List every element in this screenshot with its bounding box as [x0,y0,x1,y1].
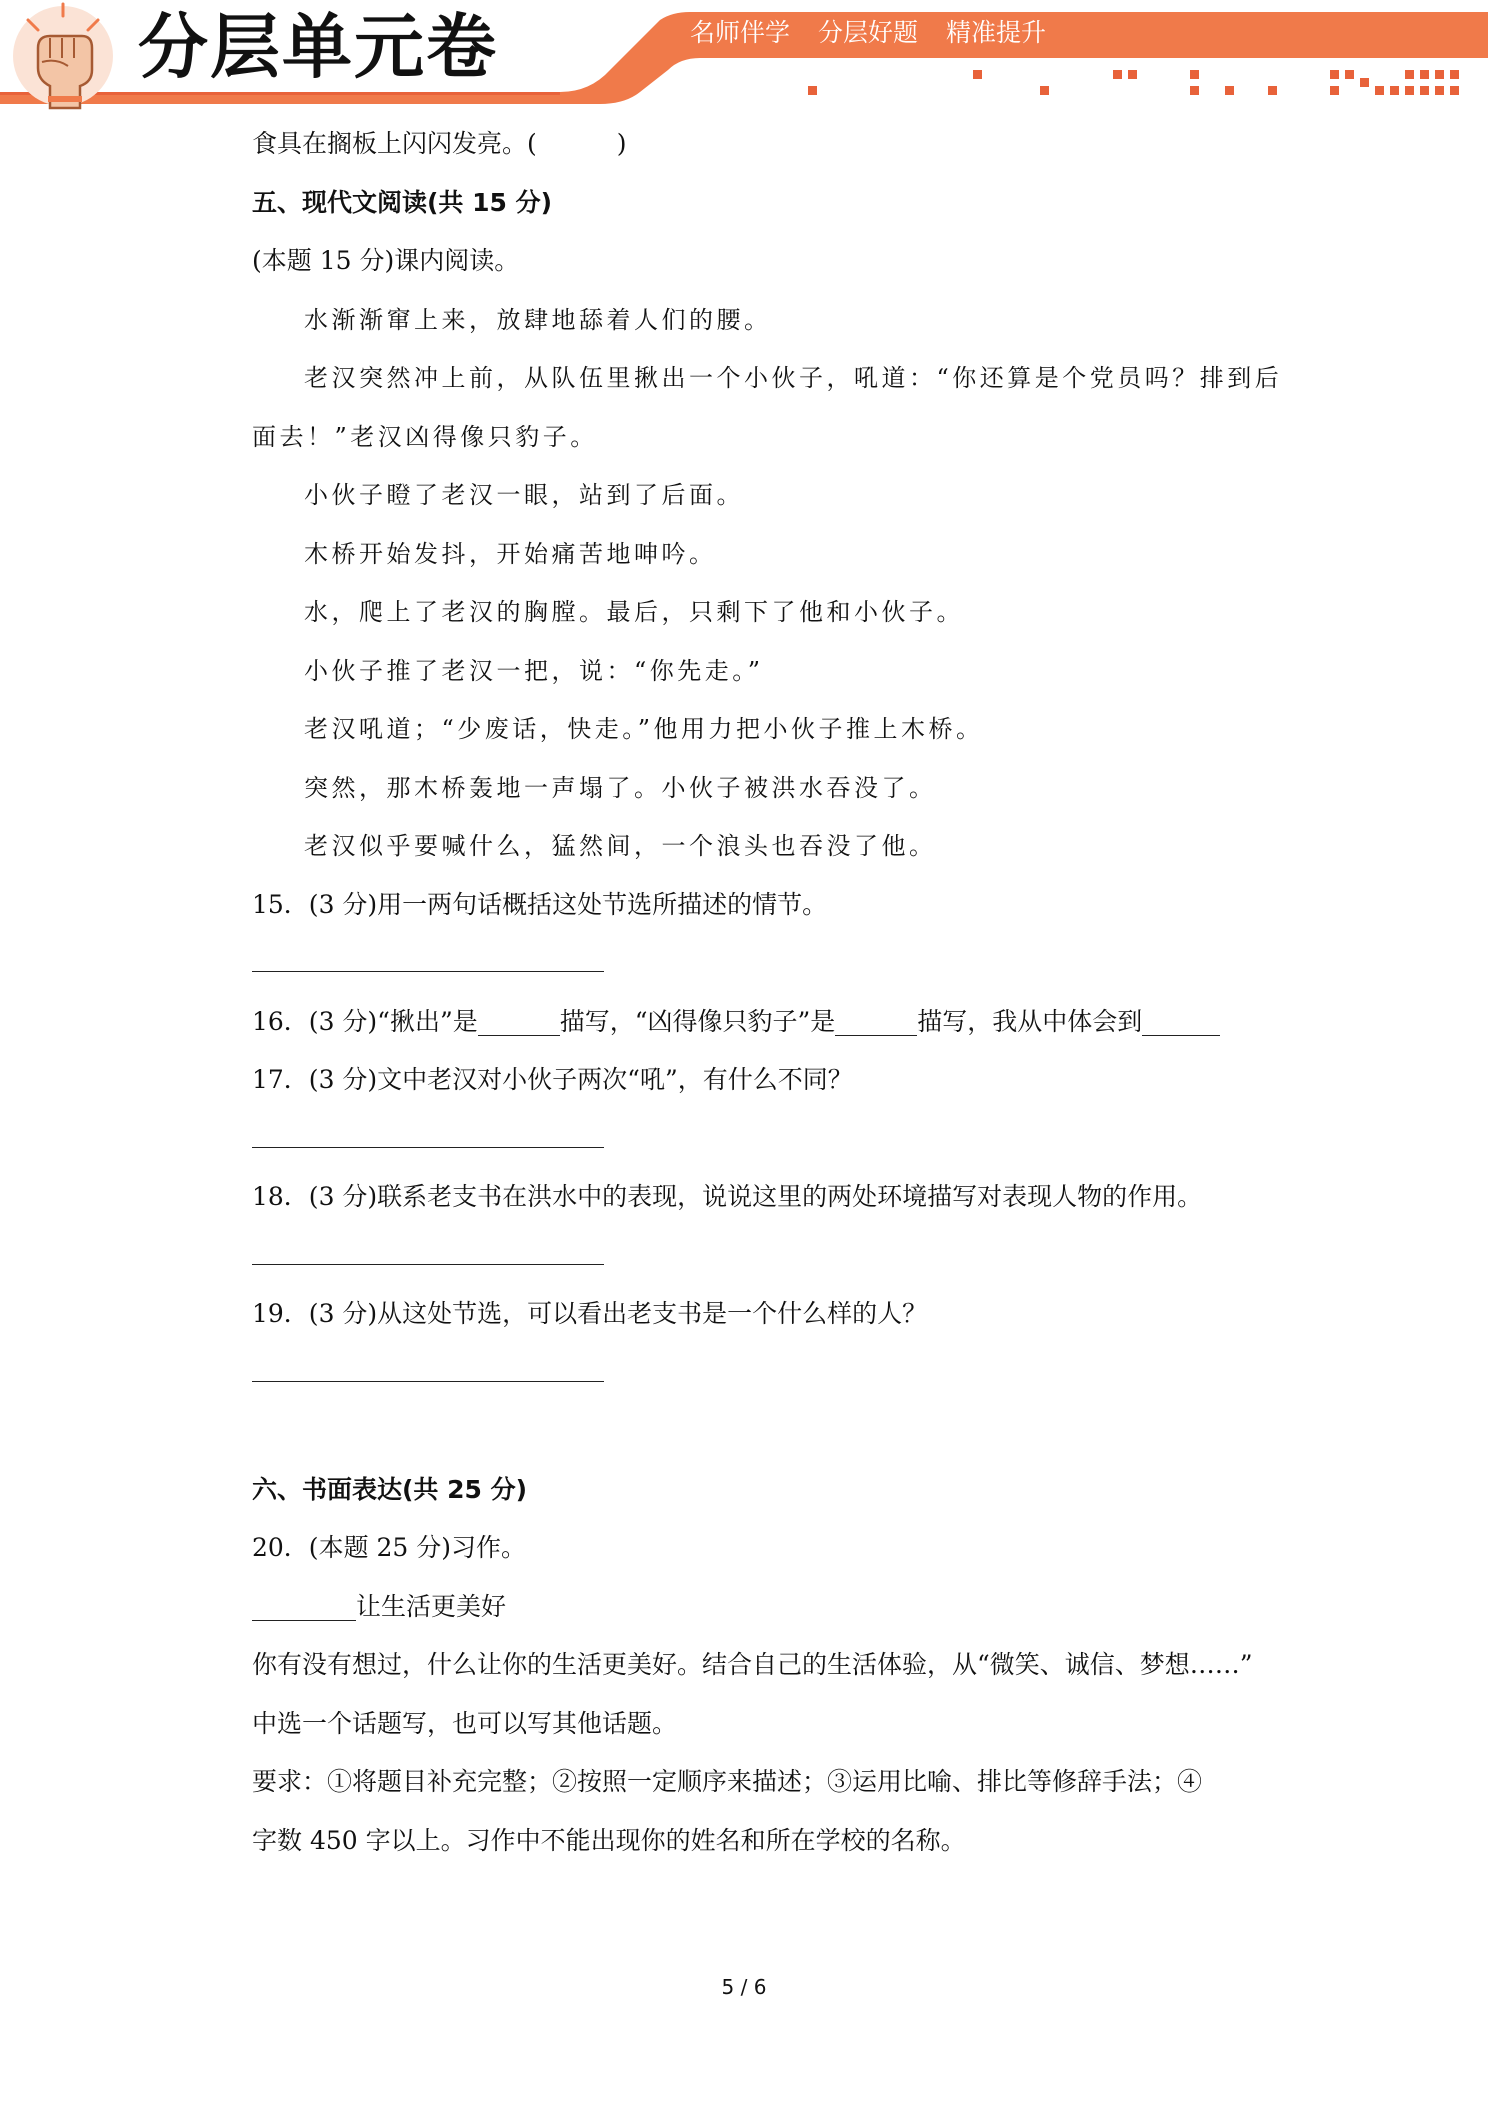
q16-blank-1[interactable] [478,1005,560,1036]
essay-requirements-cont: 字数 450 字以上。习作中不能出现你的姓名和所在学校的名称。 [252,1825,966,1855]
passage-paragraph: 老汉似乎要喊什么，猛然间，一个浪头也吞没了他。 [304,832,937,860]
question-16 [252,1000,1252,1059]
answer-line-18-row [252,1234,1252,1293]
answer-line-17[interactable] [252,1117,604,1148]
passage-paragraph: 老汉吼道；“少废话，快走。”他用力把小伙子推上木桥。 [304,715,984,743]
page-number: 5 / 6 [721,1975,767,1999]
passage-paragraph: 老汉突然冲上前，从队伍里揪出一个小伙子，吼道：“你还算是个党员吗？排到后 [304,364,1283,392]
answer-line-19[interactable] [252,1351,604,1382]
question-continuation [252,122,1252,181]
question-19: 19．(3 分)从这处节选，可以看出老支书是一个什么样的人？ [252,1299,928,1328]
slogan-2: 分层好题 [818,18,919,47]
q16-part-b: 描写，“凶得像只豹子”是 [559,1006,836,1036]
answer-line-15-row [252,941,1252,1000]
passage-paragraph: 木桥开始发抖，开始痛苦地呻吟。 [304,539,717,568]
question-15: 15．(3 分)用一两句话概括这处节选所描述的情节。 [252,889,828,919]
answer-line-19-row [252,1351,1252,1410]
answer-line-18[interactable] [252,1234,604,1265]
question-20: 20．(本题 25 分)习作。 [252,1533,527,1562]
essay-requirements: 要求：①将题目补充完整；②按照一定顺序来描述；③运用比喻、排比等修辞手法；④ [252,1767,1203,1796]
essay-title-row [252,1585,1252,1644]
question-17: 17．(3 分)文中老汉对小伙子两次“吼”，有什么不同？ [252,1065,853,1094]
question-intro: (本题 15 分)课内阅读。 [252,246,520,275]
passage-paragraph: 小伙子瞪了老汉一眼，站到了后面。 [304,481,744,509]
fist-icon [8,0,118,112]
spacer [252,1409,1252,1468]
passage-paragraph: 水，爬上了老汉的胸膛。最后，只剩下了他和小伙子。 [304,598,964,626]
essay-prompt: 你有没有想过，什么让你的生活更美好。结合自己的生活体验，从“微笑、诚信、梦想……” [252,1650,1253,1679]
slogan-1: 名师伴学 [690,18,791,47]
slogan-group [690,14,1046,52]
slogan-3: 精准提升 [946,18,1047,47]
section-heading-reading: 五、现代文阅读(共 15 分) [252,187,553,217]
answer-line-15[interactable] [252,941,604,972]
passage-paragraph: 小伙子推了老汉一把，说：“你先走。” [304,656,764,685]
q16-part-c: 描写，我从中体会到 [917,1006,1143,1036]
question-18: 18．(3 分)联系老支书在洪水中的表现，说说这里的两处环境描写对表现人物的作用。 [252,1182,1203,1211]
q16-blank-3[interactable] [1142,1005,1220,1036]
answer-line-17-row [252,1117,1252,1176]
essay-title-blank[interactable] [252,1590,356,1621]
brand-title: 分层单元卷 [138,6,498,88]
passage-paragraph: 水渐渐窜上来，放肆地舔着人们的腰。 [304,305,772,334]
page-header [0,0,1488,110]
q16-blank-2[interactable] [835,1005,917,1036]
paren-close: ) [616,129,627,158]
passage-paragraph-cont: 面去！”老汉凶得像只豹子。 [252,422,598,451]
essay-prompt-cont: 中选一个话题写，也可以写其他话题。 [252,1708,678,1738]
sentence-text: 食具在搁板上闪闪发亮。( [252,129,537,158]
section-heading-writing: 六、书面表达(共 25 分) [252,1474,528,1504]
q16-part-a: 16．(3 分)“揪出”是 [252,1006,478,1036]
page-content [252,122,1283,1877]
essay-title-text: 让生活更美好 [356,1591,507,1621]
passage-paragraph: 突然，那木桥轰地一声塌了。小伙子被洪水吞没了。 [304,773,937,802]
